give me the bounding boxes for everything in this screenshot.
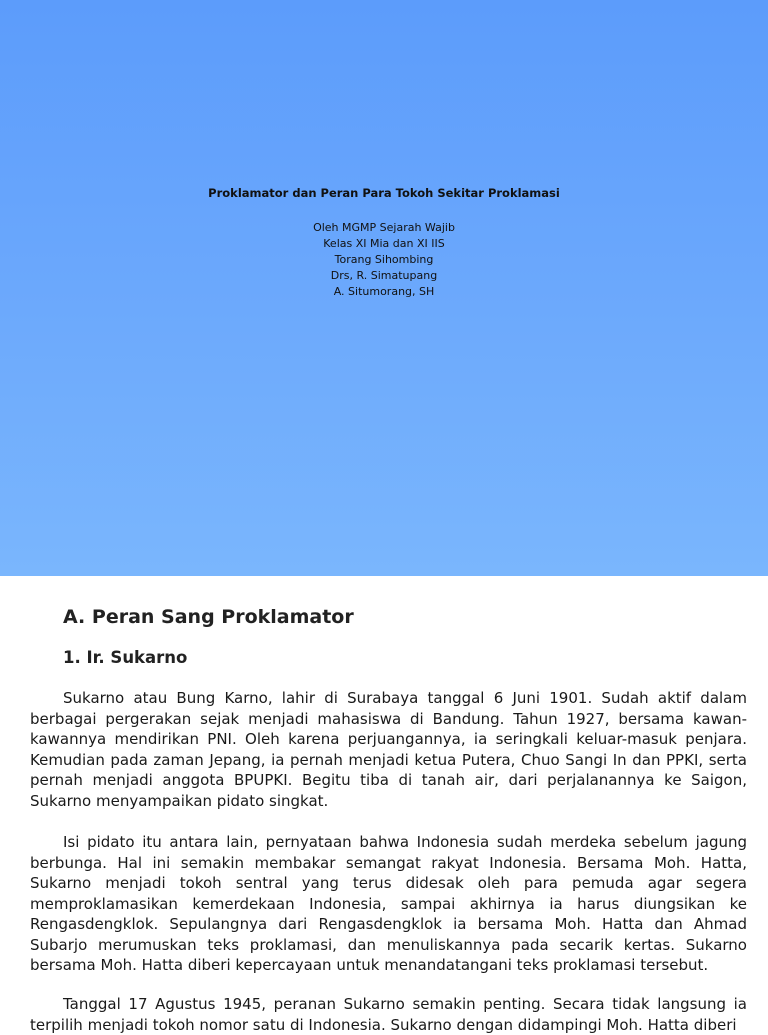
cover-author-line: A. Situmorang, SH (333, 285, 435, 298)
paragraph: Sukarno atau Bung Karno, lahir di Surabaya tanggal 6 Juni 1901. Sudah aktif dalam berbagai pergerakan sejak menjadi mahasiswa di Bandung. Tahun 1927, bersama kawan-kawannya mendirikan PNI. Oleh karena perjuangannya, ia seringkali keluar-masuk penjara. Kemudian pada zaman Jepang, ia pernah menjadi ketua Putera, Chuo Sangi In dan PPKI, serta pernah menjadi anggota BPUPKI. Begitu tiba di tanah air, dari perjalanannya ke Saigon, Sukarno menyampaikan pidato singkat. (30, 689, 747, 810)
paragraph: Tanggal 17 Agustus 1945, peranan Sukarno semakin penting. Secara tidak langsung ia terpilih menjadi tokoh nomor satu di Indonesia. Sukarno dengan didampingi Moh. Hatta diberi (30, 995, 747, 1034)
cover-title: Proklamator dan Peran Para Tokoh Sekitar Proklamasi (208, 186, 560, 200)
cover-author-line: Drs, R. Simatupang (330, 269, 438, 282)
cover-author-line: Kelas XI Mia dan XI IIS (323, 237, 445, 250)
paragraph: Isi pidato itu antara lain, pernyataan bahwa Indonesia sudah merdeka sebelum jagung berbunga. Hal ini semakin membakar semangat rakyat Indonesia. Bersama Moh. Hatta, Sukarno menjadi tokoh sentral yang terus didesak oleh para pemuda agar segera memproklamasikan kemerdekaan Indonesia, sampai akhirnya ia harus diungsikan ke Rengasdengklok. Sepulangnya dari Rengasdengklok ia bersama Moh. Hatta dan Ahmad Subarjo merumuskan teks proklamasi, dan menuliskannya pada secarik kertas. Sukarno bersama Moh. Hatta diberi kepercayaan untuk menandatangani teks proklamasi tersebut. (30, 833, 747, 974)
section-heading: A. Peran Sang Proklamator (63, 606, 354, 628)
subheading: 1. Ir. Sukarno (63, 648, 188, 667)
document-page (0, 576, 768, 1034)
cover-author-line: Torang Sihombing (334, 253, 434, 266)
cover-author-line: Oleh MGMP Sejarah Wajib (313, 221, 455, 234)
cover-author-block (0, 220, 768, 300)
